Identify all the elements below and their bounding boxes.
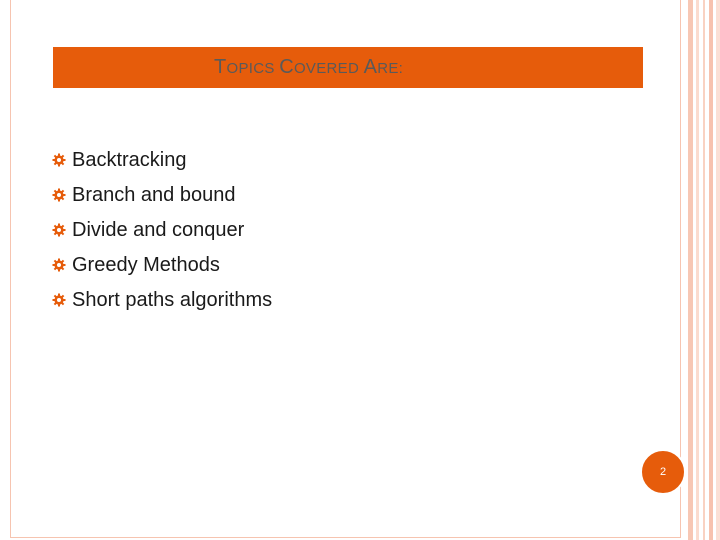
topic-label: Backtracking [72,149,187,171]
topic-item [52,216,272,251]
gear-bullet-icon [52,153,66,167]
gear-bullet-icon [52,188,66,202]
decorative-stripe [703,0,705,540]
topic-list [52,146,272,321]
topic-label: Short paths algorithms [72,289,273,311]
topic-item [52,286,272,321]
decorative-stripe [716,0,720,540]
title-word: OVERED [293,60,364,77]
title-initial: C [279,56,294,78]
topic-label: Greedy Methods [72,254,220,276]
topic-label: Branch and bound [72,184,236,206]
page-number-badge [640,449,686,495]
decorative-stripe [696,0,699,540]
topic-label: Divide and conquer [72,219,245,241]
title-initial: T [214,56,227,78]
title-word: OPICS [226,60,280,77]
gear-bullet-icon [52,293,66,307]
slide-title [214,56,403,79]
title-word: RE: [377,60,404,77]
page-number: 2 [659,466,667,478]
topic-item [52,181,272,216]
topic-item [52,251,272,286]
gear-bullet-icon [52,223,66,237]
decorative-stripe [709,0,713,540]
decorative-stripe [688,0,693,540]
title-initial: A [363,56,378,78]
gear-bullet-icon [52,258,66,272]
topic-item [52,146,272,181]
